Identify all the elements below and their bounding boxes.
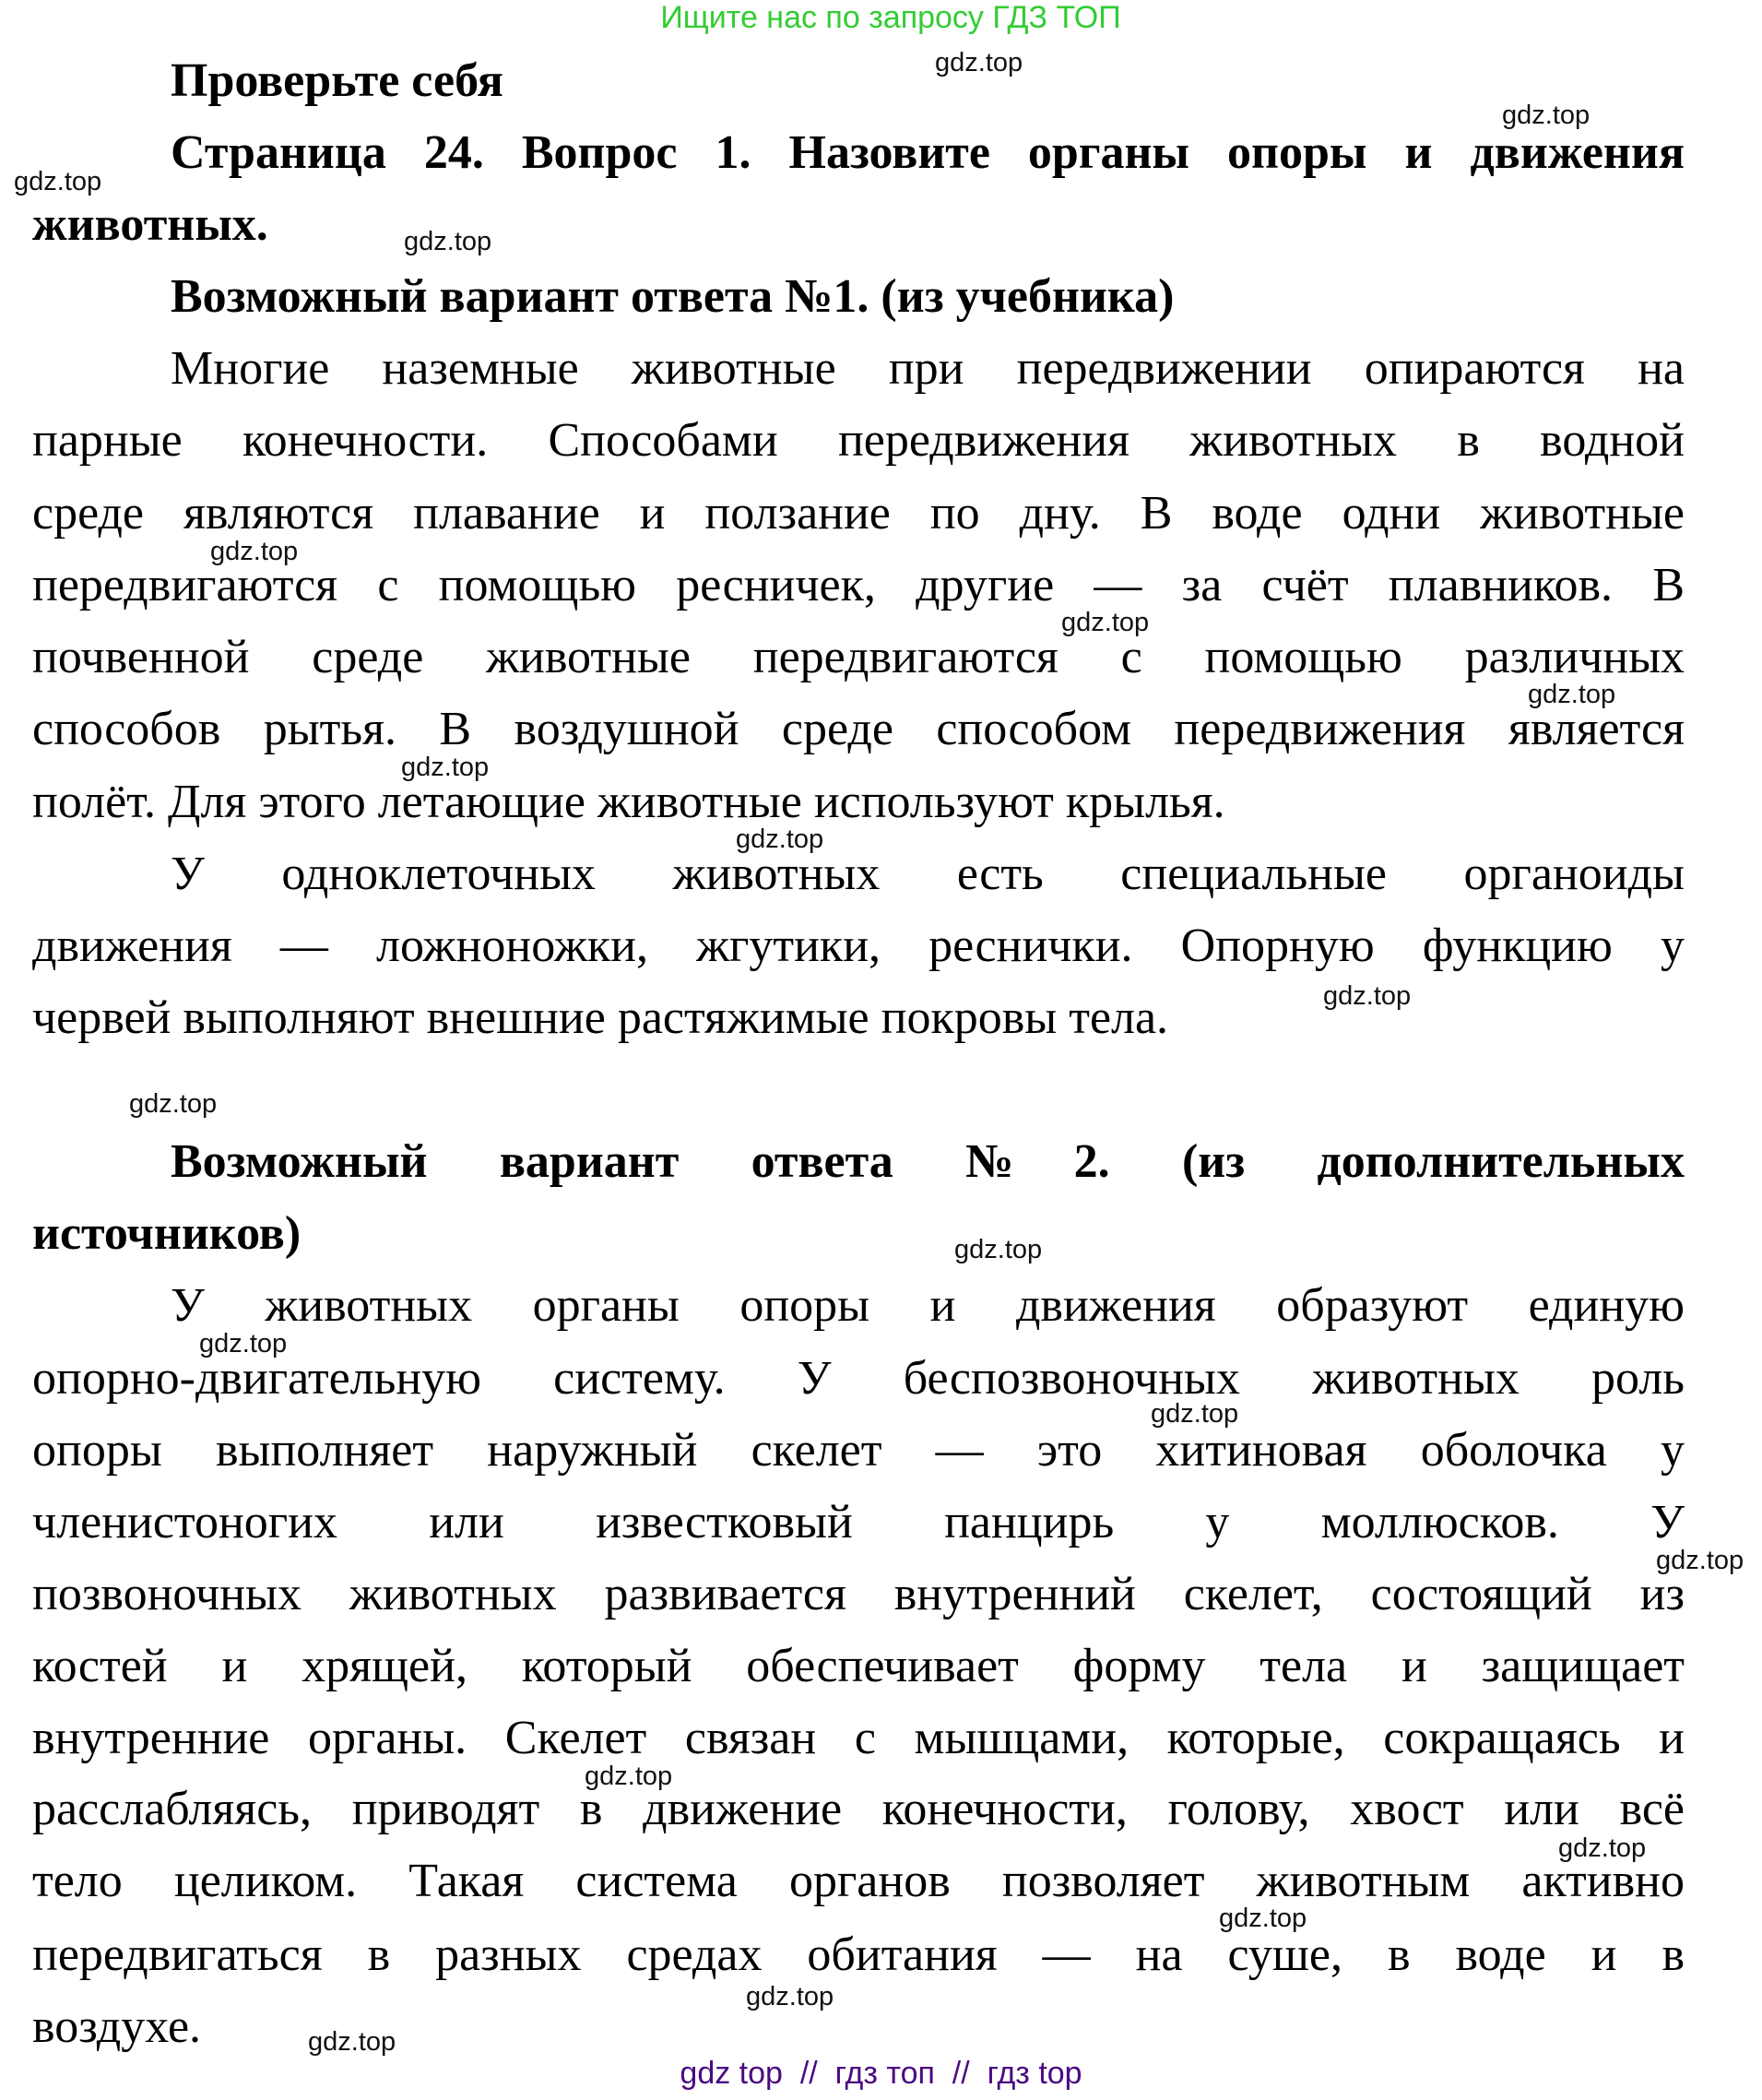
text-line: У животных органы опоры и движения образуют единую (171, 1279, 1685, 1332)
watermark: gdz.top (1558, 1833, 1647, 1863)
text-line: костей и хрящей, который обеспечивает форму тела и защищает (32, 1640, 1685, 1692)
text-line: воздухе. (32, 2000, 202, 2053)
watermark: gdz.top (1061, 608, 1150, 637)
text-line: передвигаться в разных средах обитания — на суше, в воде и в (32, 1928, 1685, 1981)
text-line: среде являются плавание и ползание по дну. В воде одни животные (32, 487, 1685, 540)
watermark: gdz.top (1151, 1399, 1239, 1429)
watermark: gdz.top (954, 1235, 1043, 1264)
footer-links: gdz top // гдз топ // гдз top (680, 2056, 1082, 2091)
watermark: gdz.top (401, 753, 490, 782)
text-line: передвигаются с помощью ресничек, другие — за счёт плавников. В (32, 559, 1685, 611)
watermark: gdz.top (1323, 981, 1412, 1011)
text-line: движения — ложноножки, жгутики, реснички. Опорную функцию у (32, 919, 1685, 972)
text-line: почвенной среде животные передвигаются с помощью различных (32, 631, 1685, 683)
text-line: способов рытья. В воздушной среде способом передвижения является (32, 703, 1685, 755)
text-line: червей выполняют внешние растяжимые покровы тела. (32, 991, 1169, 1044)
text-line: опорно-двигательную систему. У беспозвоночных животных роль (32, 1352, 1685, 1405)
text-line: парные конечности. Способами передвижения животных в водной (32, 414, 1685, 467)
answer2-heading: Возможный вариант ответа №2. (из дополнительных (171, 1135, 1685, 1188)
watermark: gdz.top (746, 1982, 834, 2011)
watermark: gdz.top (1502, 101, 1591, 130)
watermark: gdz.top (1219, 1904, 1307, 1933)
text-line: тело целиком. Такая система органов позволяет животным активно (32, 1855, 1685, 1907)
watermark: gdz.top (404, 227, 492, 256)
question-line: животных. (32, 198, 268, 251)
watermark: gdz.top (14, 167, 102, 196)
watermark: gdz.top (308, 2027, 396, 2057)
text-line: внутренние органы. Скелет связан с мышцами, которые, сокращаясь и (32, 1712, 1685, 1764)
watermark: gdz.top (585, 1762, 673, 1791)
answer1-heading: Возможный вариант ответа №1. (из учебника) (171, 270, 1175, 323)
text-line: У одноклеточных животных есть специальные органоиды (171, 848, 1685, 900)
text-line: опоры выполняет наружный скелет — это хитиновая оболочка у (32, 1424, 1685, 1477)
page-title: Проверьте себя (171, 54, 503, 107)
question-line: Страница 24. Вопрос 1. Назовите органы опоры и движения (171, 126, 1685, 179)
search-banner: Ищите нас по запросу ГДЗ ТОП (660, 0, 1121, 35)
watermark: gdz.top (1656, 1546, 1744, 1575)
text-line: расслабляясь, приводят в движение конечности, голову, хвост или всё (32, 1783, 1685, 1835)
watermark: gdz.top (1528, 680, 1616, 709)
text-line: полёт. Для этого летающие животные используют крылья. (32, 776, 1225, 828)
text-line: Многие наземные животные при передвижении опираются на (171, 342, 1685, 395)
text-line: членистоногих или известковый панцирь у моллюсков. У (32, 1496, 1685, 1548)
answer2-heading: источников) (32, 1207, 302, 1260)
watermark: gdz.top (935, 48, 1023, 77)
watermark: gdz.top (210, 537, 299, 566)
watermark: gdz.top (129, 1089, 218, 1119)
watermark: gdz.top (199, 1329, 288, 1358)
text-line: позвоночных животных развивается внутренний скелет, состоящий из (32, 1568, 1685, 1620)
watermark: gdz.top (736, 825, 824, 854)
